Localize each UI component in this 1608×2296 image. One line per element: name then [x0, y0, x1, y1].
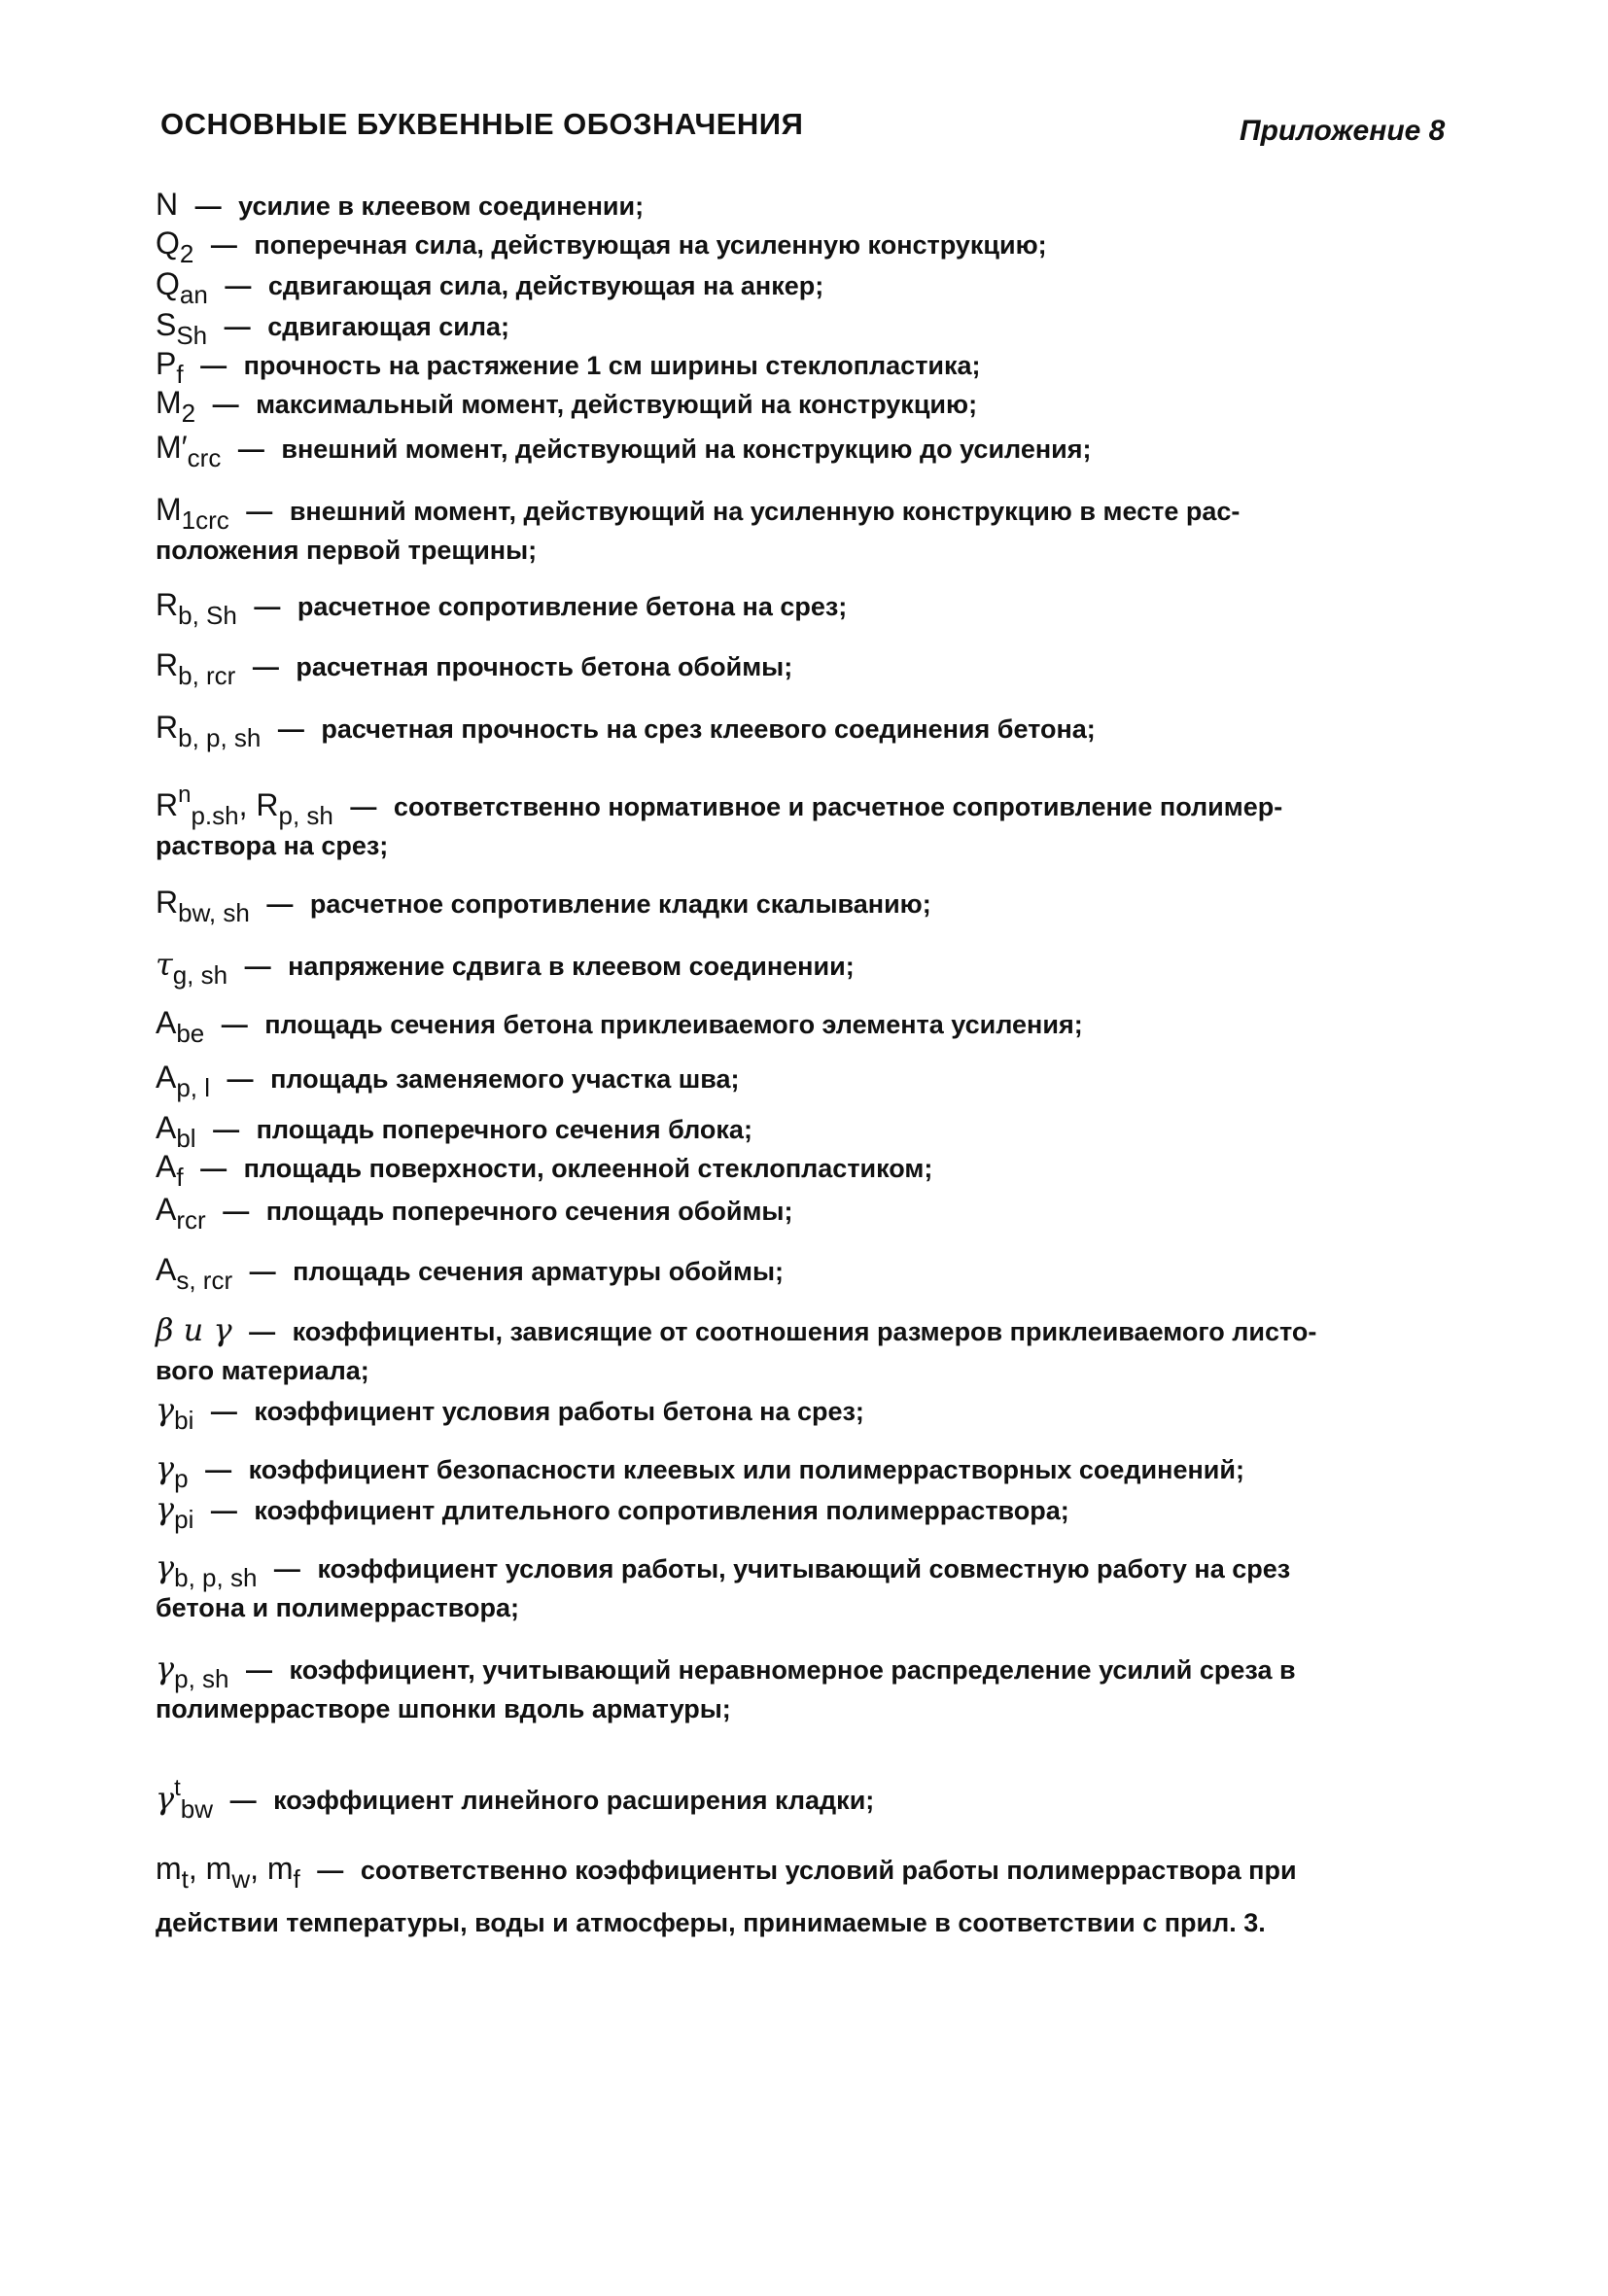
list-item: $Q_{an}$ — сдвигающая сила, действующая на анкер;: [156, 266, 824, 309]
page-title: ОСНОВНЫЕ БУКВЕННЫЕ ОБОЗНАЧЕНИЯ: [160, 107, 804, 141]
definition: коэффициент, учитывающий неравномерное распределение усилий среза в: [289, 1655, 1296, 1685]
symbol: $A_{s, rcr}$: [156, 1252, 233, 1295]
list-item: $A_{rcr}$ — площадь поперечного сечения обоймы;: [156, 1192, 793, 1235]
symbol: $R_{b, p, sh}$: [156, 710, 262, 752]
definition: расчетное сопротивление бетона на срез;: [297, 592, 848, 621]
symbol: $A_{be}$: [156, 1005, 205, 1048]
list-item: $A_{bl}$ — площадь поперечного сечения блока;: [156, 1110, 752, 1153]
definition-continued: бетона и полимерраствора;: [156, 1593, 519, 1622]
definition: площадь поверхности, оклеенной стеклопластиком;: [243, 1154, 933, 1183]
definition: сдвигающая сила, действующая на анкер;: [267, 271, 824, 300]
list-item: $\gamma_{bi}$ — коэффициент условия работы бетона на срез;: [156, 1391, 864, 1435]
symbol: $\tau_{g, sh}$: [156, 946, 228, 990]
list-item: $A_f$ — площадь поверхности, оклеенной стеклопластиком;: [156, 1149, 933, 1192]
symbol: $A_{rcr}$: [156, 1192, 206, 1235]
symbol: $\gamma^t_{bw}$: [156, 1775, 214, 1824]
symbol: $\gamma_p$: [156, 1449, 189, 1493]
list-item: $A_{s, rcr}$ — площадь сечения арматуры обоймы;: [156, 1252, 784, 1295]
symbol: $Q_{an}$: [156, 266, 208, 309]
list-item: $\gamma_{b, p, sh}$ — коэффициент условия работы, учитывающий совместную работу на срез бетона и полимерраствора;: [156, 1548, 1468, 1627]
definition: сдвигающая сила;: [267, 312, 510, 341]
definition: внешний момент, действующий на конструкцию до усиления;: [281, 435, 1092, 464]
symbol: $A_{p, l}$: [156, 1060, 211, 1102]
definition: площадь поперечного сечения блока;: [256, 1115, 752, 1144]
definition: площадь поперечного сечения обоймы;: [265, 1197, 793, 1226]
symbol: $M_2$: [156, 385, 196, 428]
definition: коэффициент линейного расширения кладки;: [273, 1786, 875, 1815]
definition: соответственно нормативное и расчетное сопротивление полимер-: [393, 792, 1283, 821]
symbol: $S_{Sh}$: [156, 307, 208, 350]
list-item: $\gamma_p$ — коэффициент безопасности клеевых или полимеррастворных соединений;: [156, 1449, 1244, 1493]
definition: коэффициент длительного сопротивления полимерраствора;: [254, 1496, 1069, 1525]
symbol: $\gamma_{pi}$: [156, 1490, 194, 1534]
symbol: $M_{1crc}$: [156, 492, 229, 535]
list-item: $R_{bw, sh}$ — расчетное сопротивление кладки скалыванию;: [156, 885, 931, 927]
list-item: $\gamma_{pi}$ — коэффициент длительного сопротивления полимерраствора;: [156, 1490, 1069, 1534]
list-item: $\gamma^t_{bw}$ — коэффициент линейного расширения кладки;: [156, 1775, 875, 1824]
appendix-label: Приложение 8: [1240, 115, 1446, 147]
symbol: $\gamma_{b, p, sh}$: [156, 1548, 258, 1592]
list-item: $m_t$, $m_w$, $m_f$ — соответственно коэффициенты условий работы полимерраствора при действии температуры, воды и атмосферы, принимаемые в соответствии с прил. 3.: [156, 1849, 1468, 1942]
list-item: $R_{b, p, sh}$ — расчетная прочность на срез клеевого соединения бетона;: [156, 710, 1096, 752]
list-item: $R^n_{p.sh}$, $R_{p, sh}$ — соответственно нормативное и расчетное сопротивление полимер- раствора на срез;: [156, 785, 1468, 865]
list-item: β и γ — коэффициенты, зависящие от соотношения размеров приклеиваемого листо- вого материала;: [156, 1310, 1468, 1390]
definition: поперечная сила, действующая на усиленную конструкцию;: [254, 230, 1047, 260]
symbol: $M'_{crc}$: [156, 430, 222, 472]
list-item: $A_{p, l}$ — площадь заменяемого участка шва;: [156, 1060, 740, 1102]
definition: расчетное сопротивление кладки скалыванию;: [309, 889, 931, 919]
definition: площадь сечения арматуры обоймы;: [293, 1257, 784, 1286]
symbol: β и γ: [156, 1311, 232, 1348]
list-item: N — усилие в клеевом соединении;: [156, 187, 645, 222]
list-item: $M_2$ — максимальный момент, действующий на конструкцию;: [156, 385, 978, 428]
symbol: $P_f$: [156, 346, 184, 389]
list-item: $P_f$ — прочность на растяжение 1 см ширины стеклопластика;: [156, 346, 981, 389]
definition-continued: полимеррастворе шпонки вдоль арматуры;: [156, 1694, 731, 1723]
definition: усилие в клеевом соединении;: [238, 191, 645, 221]
list-item: $R_{b, rcr}$ — расчетная прочность бетона обоймы;: [156, 647, 793, 690]
symbol: N: [156, 187, 179, 222]
list-item: $A_{be}$ — площадь сечения бетона приклеиваемого элемента усиления;: [156, 1005, 1083, 1048]
list-item: $\gamma_{p, sh}$ — коэффициент, учитывающий неравномерное распределение усилий среза в полимеррастворе шпонки вдоль арматуры;: [156, 1649, 1468, 1728]
definition: прочность на растяжение 1 см ширины стеклопластика;: [243, 351, 981, 380]
list-item: $S_{Sh}$ — сдвигающая сила;: [156, 307, 510, 350]
symbol: $R_{bw, sh}$: [156, 885, 250, 927]
definition: напряжение сдвига в клеевом соединении;: [288, 952, 855, 981]
definition: внешний момент, действующий на усиленную конструкцию в месте рас-: [289, 497, 1241, 526]
list-item: $M'_{crc}$ — внешний момент, действующий на конструкцию до усиления;: [156, 430, 1092, 472]
symbol: $\gamma_{p, sh}$: [156, 1650, 229, 1693]
definition: коэффициент условия работы, учитывающий совместную работу на срез: [317, 1554, 1291, 1583]
symbol: $R_{b, Sh}$: [156, 587, 237, 630]
list-item: $Q_2$ — поперечная сила, действующая на усиленную конструкцию;: [156, 226, 1047, 268]
symbol: $m_t$, $m_w$, $m_f$: [156, 1851, 300, 1894]
symbol: $A_f$: [156, 1149, 184, 1192]
list-item: $\tau_{g, sh}$ — напряжение сдвига в клеевом соединении;: [156, 946, 855, 990]
definition: максимальный момент, действующий на конструкцию;: [256, 390, 978, 419]
symbol: $R_{b, rcr}$: [156, 647, 236, 690]
definition: площадь сечения бетона приклеиваемого элемента усиления;: [264, 1010, 1083, 1039]
definition-continued: вого материала;: [156, 1356, 369, 1385]
definition-continued: действии температуры, воды и атмосферы, принимаемые в соответствии с прил. 3.: [156, 1908, 1266, 1937]
definition-continued: раствора на срез;: [156, 831, 389, 860]
definition: площадь заменяемого участка шва;: [270, 1064, 740, 1094]
definition: коэффициенты, зависящие от соотношения размеров приклеиваемого листо-: [292, 1317, 1317, 1346]
definition: расчетная прочность на срез клеевого соединения бетона;: [321, 714, 1096, 744]
definition-continued: положения первой трещины;: [156, 536, 538, 565]
definition: коэффициент безопасности клеевых или полимеррастворных соединений;: [248, 1455, 1244, 1484]
definition: коэффициент условия работы бетона на срез;: [254, 1397, 864, 1426]
list-item: $M_{1crc}$ — внешний момент, действующий на усиленную конструкцию в месте рас- положения первой трещины;: [156, 490, 1468, 570]
definition: расчетная прочность бетона обоймы;: [296, 652, 793, 681]
symbol: $Q_2$: [156, 226, 194, 268]
symbol: $\gamma_{bi}$: [156, 1391, 194, 1435]
list-item: $R_{b, Sh}$ — расчетное сопротивление бетона на срез;: [156, 587, 848, 630]
symbol: $A_{bl}$: [156, 1110, 196, 1153]
symbol: $R^n_{p.sh}$, $R_{p, sh}$: [156, 782, 333, 830]
definition: соответственно коэффициенты условий работы полимерраствора при: [360, 1856, 1297, 1885]
